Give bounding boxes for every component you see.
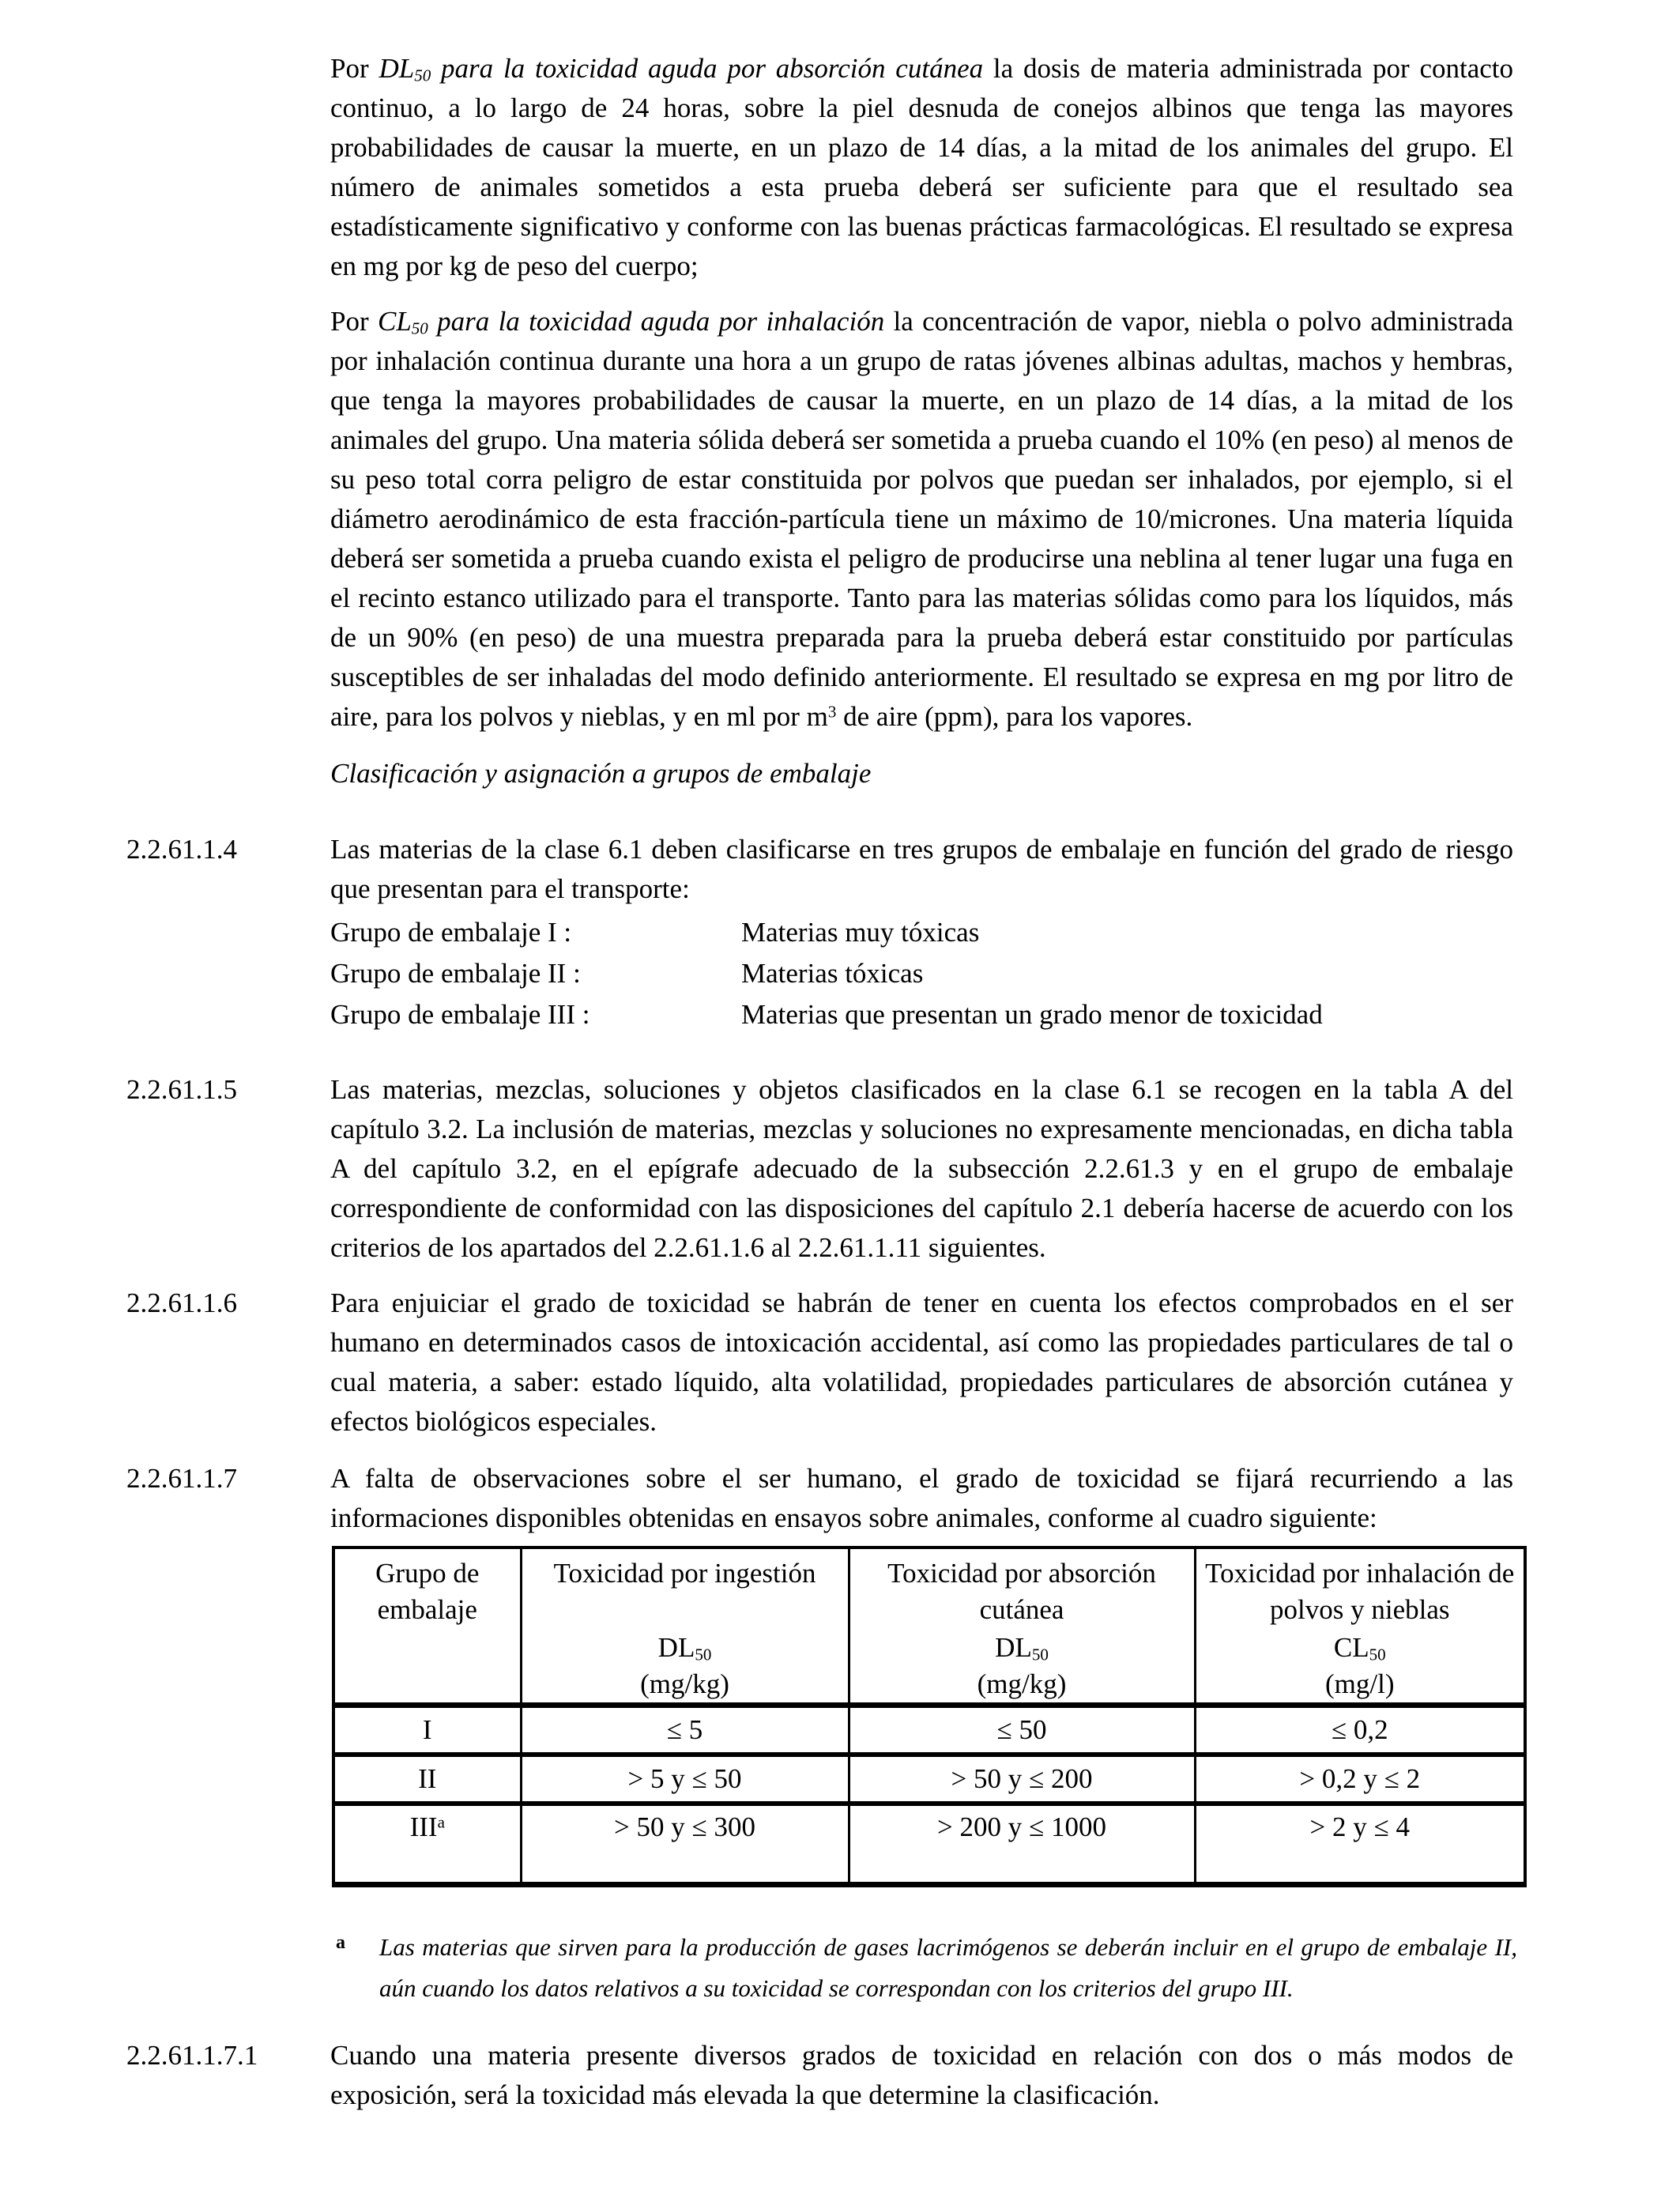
cell-ingestion: > 50 y ≤ 300 [521, 1804, 849, 1885]
header-unit: (mg/kg) [977, 1668, 1067, 1699]
paragraph-dl50-dermal: Por $DL_{50}$ para la toxicidad aguda por absorción cutánea la dosis de materia administrada por contacto continuo, a lo largo de 24 horas, sobre la piel desnuda de conejos albinos que tenga las mayores probabilidades de causar la muerte, en un plazo de 14 días, a la mitad de los animales del grupo. El número de animales sometidos a esta prueba deberá ser suficiente para que el resultado sea estadísticamente significativo y conforme con las buenas prácticas farmacológicas. El resultado se expresa en mg por kg de peso del cuerpo; [330, 53, 1513, 281]
cell-ingestion: > 5 y ≤ 50 [521, 1755, 849, 1804]
cell-group: I [333, 1706, 521, 1755]
header-oral-toxicity [521, 1547, 849, 1706]
header-symbol: $DL_{50}$ [995, 1632, 1049, 1664]
packing-group-list [330, 912, 1513, 1035]
section-number: 2.2.61.1.4 [126, 834, 237, 865]
section-2-2-61-1-7 [0, 1459, 1680, 1538]
cell-dermal: > 200 y ≤ 1000 [849, 1804, 1195, 1885]
section-text: Las materias de la clase 6.1 deben clasificarse en tres grupos de embalaje en función del grado de riesgo que presentan para el transporte: [330, 834, 1513, 904]
header-inhalation-toxicity [1195, 1547, 1525, 1706]
cell-ingestion: ≤ 5 [521, 1706, 849, 1755]
footnote-a [336, 1927, 1517, 2009]
packing-group-description: Materias que presentan un grado menor de toxicidad [741, 999, 1323, 1030]
cell-group: III$^a$ [333, 1804, 521, 1885]
section-2-2-61-1-7-1 [0, 2036, 1680, 2115]
toxicity-criteria-table [332, 1546, 1527, 1887]
cell-dermal: ≤ 50 [849, 1706, 1195, 1755]
packing-group-row [330, 912, 1513, 953]
section-2-2-61-1-6 [0, 1284, 1680, 1442]
header-title: Toxicidad por absorción cutánea [887, 1558, 1156, 1625]
packing-group-label: Grupo de embalaje III : [330, 999, 590, 1030]
cell-group: II [333, 1755, 521, 1804]
section-text: Las materias, mezclas, soluciones y objetos clasificados en la clase 6.1 se recogen en la tabla A del capítulo 3.2. La inclusión de materias, mezclas y soluciones no expresamente mencionadas, en dicha tabla A del capítulo 3.2, en el epígrafe adecuado de la subsección 2.2.61.3 y en el grupo de embalaje correspondiente de conformidad con las disposiciones del capítulo 2.1 debería hacerse de acuerdo con los criterios de los apartados del 2.2.61.1.6 al 2.2.61.1.11 siguientes. [330, 1074, 1513, 1263]
header-symbol: $DL_{50}$ [657, 1632, 712, 1664]
section-text: Cuando una materia presente diversos grados de toxicidad en relación con dos o más modos de exposición, será la toxicidad más elevada la que determine la clasificación. [330, 2040, 1513, 2110]
cell-inhalation: > 2 y ≤ 4 [1195, 1804, 1525, 1885]
cell-inhalation: > 0,2 y ≤ 2 [1195, 1755, 1525, 1804]
cell-inhalation: ≤ 0,2 [1195, 1706, 1525, 1755]
section-number: 2.2.61.1.7.1 [126, 2040, 258, 2071]
section-number: 2.2.61.1.7 [126, 1463, 237, 1494]
header-unit: (mg/kg) [640, 1668, 729, 1699]
table-header-row [333, 1547, 1525, 1706]
header-unit [340, 1666, 515, 1702]
header-symbol: $CL_{50}$ [1333, 1632, 1386, 1664]
header-title: Grupo de embalaje [375, 1558, 480, 1625]
header-unit: (mg/l) [1325, 1668, 1395, 1699]
packing-group-description: Materias tóxicas [741, 958, 924, 989]
header-symbol [340, 1630, 515, 1666]
header-packing-group [333, 1547, 521, 1706]
section-number: 2.2.61.1.6 [126, 1287, 237, 1318]
subsection-heading: Clasificación y asignación a grupos de embalaje [330, 758, 872, 789]
footnote-marker: a [336, 1932, 345, 1953]
packing-group-row [330, 994, 1513, 1035]
section-2-2-61-1-4 [0, 830, 1680, 1035]
packing-group-label: Grupo de embalaje II : [330, 958, 581, 989]
paragraph-cl50-inhalation: Por $CL_{50}$ para la toxicidad aguda por inhalación la concentración de vapor, niebla o polvo administrada por inhalación continua durante una hora a un grupo de ratas jóvenes albinas adultas, machos y hembras, que tenga la mayores probabilidades de causar la muerte, en un plazo de 14 días, a la mitad de los animales del grupo. Una materia sólida deberá ser sometida a prueba cuando el 10% (en peso) al menos de su peso total corra peligro de estar constituida por polvos que puedan ser inhalados, por ejemplo, si el diámetro aerodinámico de esta fracción-partícula tiene un máximo de 10/micrones. Una materia líquida deberá ser sometida a prueba cuando exista el peligro de producirse una neblina al tener lugar una fuga en el recinto estanco utilizado para el transporte. Tanto para las materias sólidas como para los líquidos, más de un 90% (en peso) de una muestra preparada para la prueba deberá estar constituido por partículas susceptibles de ser inhaladas del modo definido anteriormente. El resultado se expresa en mg por litro de aire, para los polvos y nieblas, y en ml por $m^3$ de aire (ppm), para los vapores. [330, 306, 1513, 732]
section-text: Para enjuiciar el grado de toxicidad se habrán de tener en cuenta los efectos comprobados en el ser humano en determinados casos de intoxicación accidental, así como las propiedades particulares de tal o cual materia, a saber: estado líquido, alta volatilidad, propiedades particulares de absorción cutánea y efectos biológicos especiales. [330, 1287, 1513, 1437]
section-text: A falta de observaciones sobre el ser humano, el grado de toxicidad se fijará recurriendo a las informaciones disponibles obtenidas en ensayos sobre animales, conforme al cuadro siguiente: [330, 1463, 1513, 1533]
cell-dermal: > 50 y ≤ 200 [849, 1755, 1195, 1804]
packing-group-row [330, 953, 1513, 994]
footnote-text: Las materias que sirven para la producción de gases lacrimógenos se deberán incluir en el grupo de embalaje II, aún cuando los datos relativos a su toxicidad se correspondan con los criterios del grupo III. [379, 1933, 1517, 2002]
packing-group-label: Grupo de embalaje I : [330, 917, 572, 948]
table-row-group-II [333, 1755, 1525, 1804]
header-dermal-toxicity [849, 1547, 1195, 1706]
section-number: 2.2.61.1.5 [126, 1074, 237, 1105]
header-title: Toxicidad por inhalación de polvos y nieblas [1205, 1558, 1515, 1625]
table-row-group-I [333, 1706, 1525, 1755]
header-title: Toxicidad por ingestión [553, 1558, 816, 1589]
table-row-group-III [333, 1804, 1525, 1885]
section-2-2-61-1-5 [0, 1070, 1680, 1268]
packing-group-description: Materias muy tóxicas [741, 917, 980, 948]
